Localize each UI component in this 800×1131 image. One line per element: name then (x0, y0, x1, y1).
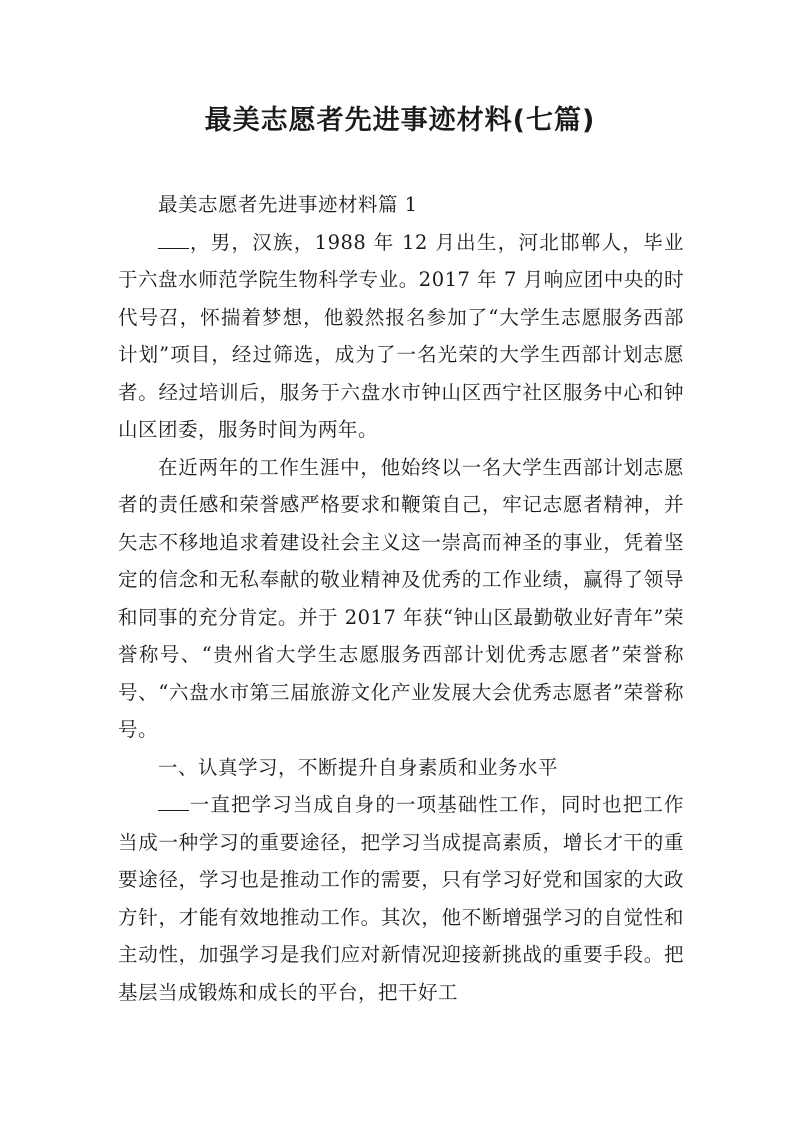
paragraph-text: 一直把学习当成自身的一项基础性工作，同时也把工作当成一种学习的重要途径，把学习当成提高素质，增长才干的重要途径，学习也是推动工作的需要，只有学习好党和国家的大政方针，才能有效地推动工作。其次，他不断增强学习的自觉性和主动性，加强学习是我们应对新情况迎接新挑战的重要手段。把基层当成锻炼和成长的平台，把干好工 (118, 793, 684, 1004)
document-title: 最美志愿者先进事迹材料(七篇) (204, 105, 596, 136)
document-body (118, 186, 684, 1011)
paragraph-study (118, 786, 684, 1011)
name-blank (158, 230, 189, 249)
paragraph-achievements (118, 449, 684, 749)
subheading-study (118, 749, 684, 787)
paragraph-text: 一、认真学习，不断提升自身素质和业务水平 (157, 755, 558, 779)
paragraph-intro (118, 224, 684, 449)
section-title: 最美志愿者先进事迹材料篇 1 (157, 193, 418, 216)
name-blank (158, 792, 189, 811)
paragraph-text: ，男，汉族，1988 年 12 月出生，河北邯郸人，毕业于六盘水师范学院生物科学专业。2017 年 7 月响应团中央的时代号召，怀揣着梦想，他毅然报名参加了“大学生志愿服务西部计划”项目，经过筛选，成为了一名光荣的大学生西部计划志愿者。经过培训后，服务于六盘水市钟山区西宁社区服务中心和钟山区团委，服务时间为两年。 (118, 230, 684, 441)
paragraph-text: 在近两年的工作生涯中，他始终以一名大学生西部计划志愿者的责任感和荣誉感严格要求和鞭策自己，牢记志愿者精神，并矢志不移地追求着建设社会主义这一崇高而神圣的事业，凭着坚定的信念和无私奉献的敬业精神及优秀的工作业绩，赢得了领导和同事的充分肯定。并于 2017 年获“钟山区最勤敬业好青年”荣誉称号、“贵州省大学生志愿服务西部计划优秀志愿者”荣誉称号、“六盘水市第三届旅游文化产业发展大会优秀志愿者”荣誉称号。 (118, 455, 684, 741)
